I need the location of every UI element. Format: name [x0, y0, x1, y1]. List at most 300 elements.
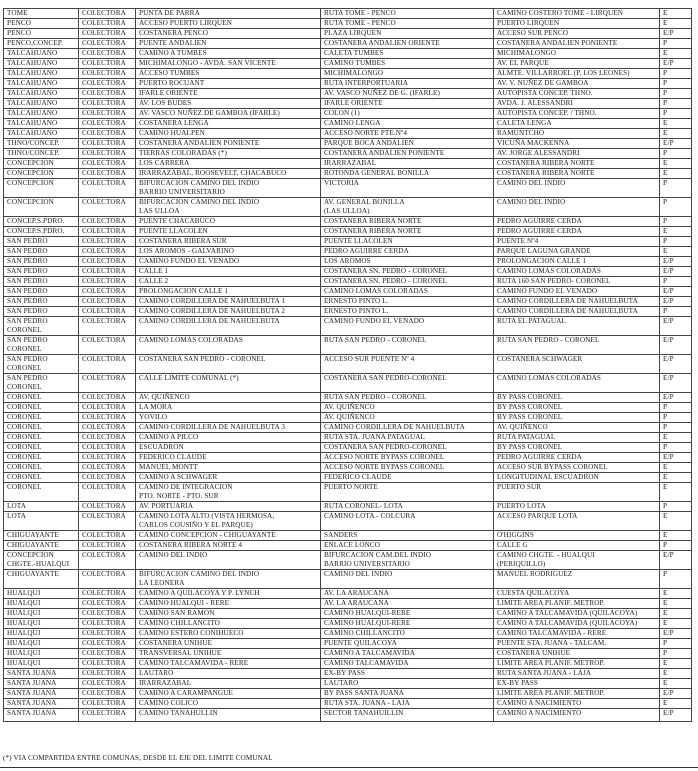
table-row	[4, 307, 692, 317]
category-cell: COLECTORA	[79, 307, 136, 317]
commune-cell: SAN PEDRO	[4, 297, 79, 307]
from-cell: PUERTO NORTE	[321, 483, 494, 502]
road-name-cell: IRARRAZABAL	[136, 679, 321, 689]
road-name-cell: TIERRAS COLORADAS (*)	[136, 149, 321, 159]
road-name-cell: AV. LOS BUDES	[136, 99, 321, 109]
from-cell: RUTA SAN PEDRO - CORONEL	[321, 393, 494, 403]
road-name-cell: CAMINO A TUMBES	[136, 49, 321, 59]
status-cell: E/P	[660, 257, 692, 267]
road-name-cell: CAMINO A QUILACOYA Y P. LYNCH	[136, 589, 321, 599]
to-cell: COSTANERA RIBERA NORTE	[494, 169, 660, 179]
table-row	[4, 119, 692, 129]
to-cell: COSTANERA UNIHUE	[494, 649, 660, 659]
status-cell: P	[660, 403, 692, 413]
commune-cell: HUALQUI	[4, 589, 79, 599]
from-cell: ERNESTO PINTO L.	[321, 297, 494, 307]
from-cell: ERNESTO PINTO L.	[321, 307, 494, 317]
road-name-cell: BIFURCACION CAMINO DEL INDIO LA LEONERA	[136, 570, 321, 589]
to-cell: BY PASS CORONEL	[494, 393, 660, 403]
road-name-cell: CAMINO CORDILLERA DE NAHUELBUTA 1	[136, 297, 321, 307]
from-cell: SECTOR TANAHUILLIN	[321, 709, 494, 722]
status-cell: E	[660, 119, 692, 129]
status-cell: P	[660, 639, 692, 649]
category-cell: COLECTORA	[79, 699, 136, 709]
table-row	[4, 179, 692, 198]
to-cell: PARQUE LAGUNA GRANDE	[494, 247, 660, 257]
status-cell: P	[660, 413, 692, 423]
from-cell: AV. QUIÑENCO	[321, 403, 494, 413]
to-cell: ACCESO SUR PENCO	[494, 29, 660, 39]
category-cell: COLECTORA	[79, 109, 136, 119]
status-cell: E	[660, 49, 692, 59]
to-cell: CALLE G	[494, 541, 660, 551]
category-cell: COLECTORA	[79, 374, 136, 393]
status-cell: P	[660, 541, 692, 551]
table-row	[4, 413, 692, 423]
road-name-cell: BIFURCACION CAMINO DEL INDIO LAS ULLOA	[136, 198, 321, 217]
commune-cell: CORONEL	[4, 463, 79, 473]
to-cell: RUTA SAN PEDRO - CORONEL	[494, 336, 660, 355]
category-cell: COLECTORA	[79, 277, 136, 287]
table-row	[4, 463, 692, 473]
status-cell: P	[660, 237, 692, 247]
status-cell: P	[660, 198, 692, 217]
road-name-cell: CAMINO SAN RAMON	[136, 609, 321, 619]
status-cell: P	[660, 39, 692, 49]
table-row	[4, 277, 692, 287]
commune-cell: SAN PEDRO	[4, 307, 79, 317]
commune-cell: THNO/CONCEP.	[4, 139, 79, 149]
status-cell: E	[660, 129, 692, 139]
commune-cell: CONCEPCION CHGTE.-HUALQUI	[4, 551, 79, 570]
road-name-cell: CALLE 2	[136, 277, 321, 287]
category-cell: COLECTORA	[79, 502, 136, 512]
commune-cell: LOTA	[4, 502, 79, 512]
status-cell: E/P	[660, 267, 692, 277]
from-cell: COSTANERA SAN PEDRO-CORONEL	[321, 374, 494, 393]
category-cell: COLECTORA	[79, 19, 136, 29]
category-cell: COLECTORA	[79, 541, 136, 551]
road-name-cell: PROLONGACION CALLE 1	[136, 287, 321, 297]
commune-cell: SAN PEDRO CORONEL	[4, 336, 79, 355]
status-cell: P	[660, 307, 692, 317]
road-name-cell: LA MORA	[136, 403, 321, 413]
status-cell: P	[660, 149, 692, 159]
commune-cell: CONCEP.S.PDRO.	[4, 217, 79, 227]
to-cell: CAMINO A NACIMIENTO	[494, 709, 660, 722]
from-cell: CAMINO LOMAS COLORADAS	[321, 287, 494, 297]
table-row	[4, 619, 692, 629]
status-cell: E/P	[660, 393, 692, 403]
to-cell: ACCESO PARQUE LOTA	[494, 512, 660, 531]
commune-cell: HUALQUI	[4, 639, 79, 649]
status-cell: E	[660, 473, 692, 483]
road-name-cell: CAMINO LOTA ALTO (VISTA HERMOSA, CARLOS COUSIÑO Y EL PARQUE)	[136, 512, 321, 531]
commune-cell: TALCAHUANO	[4, 59, 79, 69]
from-cell: RUTA TOME - PENCO	[321, 9, 494, 19]
table-row	[4, 29, 692, 39]
table-row	[4, 149, 692, 159]
table-row	[4, 483, 692, 502]
table-row	[4, 541, 692, 551]
road-name-cell: LAUTARO	[136, 669, 321, 679]
to-cell: BY PASS CORONEL	[494, 403, 660, 413]
road-name-cell: CALLE 1	[136, 267, 321, 277]
divider	[0, 767, 698, 768]
to-cell: COSTANERA RIBERA NORTE	[494, 159, 660, 169]
category-cell: COLECTORA	[79, 483, 136, 502]
status-cell: P	[660, 109, 692, 119]
from-cell: IRARRAZABAL	[321, 159, 494, 169]
road-name-cell: IFARLE ORIENTE	[136, 89, 321, 99]
commune-cell: SANTA JUANA	[4, 679, 79, 689]
category-cell: COLECTORA	[79, 709, 136, 722]
from-cell: CALETA TUMBES	[321, 49, 494, 59]
table-row	[4, 433, 692, 443]
to-cell: RUTA EL PATAGUAL	[494, 317, 660, 336]
road-name-cell: CAMINO CORDILLERA DE NAHUELBUTA 3	[136, 423, 321, 433]
from-cell: CAMINO A TALCAMAVIDA	[321, 649, 494, 659]
table-row	[4, 79, 692, 89]
road-name-cell: CAMINO TALCAMAVIDA - RERE	[136, 659, 321, 669]
road-name-cell: ACCESO PUERTO LIRQUEN	[136, 19, 321, 29]
category-cell: COLECTORA	[79, 473, 136, 483]
commune-cell: CORONEL	[4, 413, 79, 423]
roads-table	[3, 8, 692, 722]
table-row	[4, 159, 692, 169]
category-cell: COLECTORA	[79, 463, 136, 473]
to-cell: RUTA 160 SAN PEDRO- CORONEL	[494, 277, 660, 287]
commune-cell: CHIGUAYANTE	[4, 531, 79, 541]
category-cell: COLECTORA	[79, 227, 136, 237]
category-cell: COLECTORA	[79, 257, 136, 267]
table-row	[4, 336, 692, 355]
road-name-cell: ACCESO TUMBES	[136, 69, 321, 79]
category-cell: COLECTORA	[79, 179, 136, 198]
from-cell: ACCESO NORTE BYPASS CORONEL	[321, 463, 494, 473]
from-cell: ACCESO NORTE BYPASS CORONEL	[321, 453, 494, 463]
to-cell: CAMINO DEL INDIO	[494, 198, 660, 217]
to-cell: CAMINO FUNDO EL VENADO	[494, 287, 660, 297]
commune-cell: SANTA JUANA	[4, 669, 79, 679]
status-cell: P	[660, 649, 692, 659]
from-cell: AV. QUIÑENCO	[321, 413, 494, 423]
commune-cell: PENCO,CONCEP.	[4, 39, 79, 49]
category-cell: COLECTORA	[79, 198, 136, 217]
category-cell: COLECTORA	[79, 336, 136, 355]
to-cell: CAMINO LOMAS COLORADAS	[494, 267, 660, 277]
road-name-cell: CAMINO HUALPEN	[136, 129, 321, 139]
table-row	[4, 19, 692, 29]
road-name-cell: COSTANERA SAN PEDRO - CORONEL	[136, 355, 321, 374]
status-cell: E/P	[660, 355, 692, 374]
commune-cell: CORONEL	[4, 453, 79, 463]
table-row	[4, 649, 692, 659]
to-cell: CAMINO A TALCAMAVIDA (QUILACOYA)	[494, 619, 660, 629]
table-row	[4, 139, 692, 149]
status-cell: E	[660, 247, 692, 257]
to-cell: ALMTE. VILLARROEL (P. LOS LEONES)	[494, 69, 660, 79]
status-cell: E/P	[660, 59, 692, 69]
table-row	[4, 59, 692, 69]
status-cell: E/P	[660, 551, 692, 570]
to-cell: PUENTE Nº4	[494, 237, 660, 247]
category-cell: COLECTORA	[79, 237, 136, 247]
road-name-cell: AV. VASCO NUÑEZ DE GAMBOA (IFARLE)	[136, 109, 321, 119]
commune-cell: CHIGUAYANTE	[4, 570, 79, 589]
from-cell: RUTA SAN PEDRO - CORONEL	[321, 336, 494, 355]
to-cell: O'HIGGINS	[494, 531, 660, 541]
road-name-cell: CAMINO A CARAMPANGUE	[136, 689, 321, 699]
category-cell: COLECTORA	[79, 69, 136, 79]
to-cell: PEDRO AGUIRRE CERDA	[494, 217, 660, 227]
status-cell: E/P	[660, 453, 692, 463]
status-cell: E/P	[660, 139, 692, 149]
table-row	[4, 599, 692, 609]
commune-cell: SAN PEDRO	[4, 267, 79, 277]
commune-cell: CORONEL	[4, 483, 79, 502]
to-cell: RAMUNTCHO	[494, 129, 660, 139]
status-cell: E	[660, 227, 692, 237]
status-cell: P	[660, 443, 692, 453]
table-row	[4, 423, 692, 433]
status-cell: E/P	[660, 689, 692, 699]
to-cell: CAMINO CORDILLERA DE NAHUELBUTA	[494, 307, 660, 317]
commune-cell: CORONEL	[4, 393, 79, 403]
category-cell: COLECTORA	[79, 129, 136, 139]
to-cell: LIMITE AREA PLANIF. METROP.	[494, 599, 660, 609]
table-row	[4, 49, 692, 59]
category-cell: COLECTORA	[79, 9, 136, 19]
to-cell: CAMINO TALCAMAVIDA - RERE	[494, 629, 660, 639]
commune-cell: SANTA JUANA	[4, 689, 79, 699]
category-cell: COLECTORA	[79, 169, 136, 179]
to-cell: LIMITE AREA PLANIF. METROP.	[494, 659, 660, 669]
category-cell: COLECTORA	[79, 89, 136, 99]
road-name-cell: CAMINO COLICO	[136, 699, 321, 709]
to-cell: RUTA SANTA JUANA - LAJA	[494, 669, 660, 679]
from-cell: ACCESO NORTE PTE.Nº4	[321, 129, 494, 139]
road-name-cell: CAMINO CONCEPCION - CHIGUAYANTE	[136, 531, 321, 541]
status-cell: E	[660, 609, 692, 619]
from-cell: COLON (1)	[321, 109, 494, 119]
from-cell: CAMINO DEL INDIO	[321, 570, 494, 589]
status-cell: P	[660, 89, 692, 99]
category-cell: COLECTORA	[79, 247, 136, 257]
category-cell: COLECTORA	[79, 512, 136, 531]
commune-cell: CORONEL	[4, 443, 79, 453]
from-cell: PUENTE LLACOLEN	[321, 237, 494, 247]
table-row	[4, 689, 692, 699]
table-row	[4, 473, 692, 483]
status-cell: P	[660, 570, 692, 589]
status-cell: E/P	[660, 629, 692, 639]
status-cell: P	[660, 217, 692, 227]
commune-cell: THNO/CONCEP.	[4, 149, 79, 159]
commune-cell: SAN PEDRO CORONEL	[4, 355, 79, 374]
status-cell: E/P	[660, 336, 692, 355]
category-cell: COLECTORA	[79, 393, 136, 403]
status-cell: E	[660, 433, 692, 443]
category-cell: COLECTORA	[79, 79, 136, 89]
commune-cell: TALCAHUANO	[4, 69, 79, 79]
status-cell: E	[660, 483, 692, 502]
category-cell: COLECTORA	[79, 149, 136, 159]
to-cell: RUTA PATAGUAL	[494, 433, 660, 443]
table-row	[4, 39, 692, 49]
table-row	[4, 659, 692, 669]
road-name-cell: CAMINO CORDILLERA DE NAHUELBUTA 2	[136, 307, 321, 317]
from-cell: AV. LA ARAUCANA	[321, 589, 494, 599]
road-name-cell: PUENTE CHACABUCO	[136, 217, 321, 227]
category-cell: COLECTORA	[79, 99, 136, 109]
commune-cell: PENCO	[4, 29, 79, 39]
commune-cell: HUALQUI	[4, 629, 79, 639]
category-cell: COLECTORA	[79, 679, 136, 689]
from-cell: COSTANERA SN. PEDRO - CORONEL	[321, 267, 494, 277]
from-cell: BIFURCACION CAM.DEL INDIO BARRIO UNIVERSITARIO	[321, 551, 494, 570]
road-name-cell: CAMINO ESTERO CONIHUECO	[136, 629, 321, 639]
table-row	[4, 403, 692, 413]
status-cell: E	[660, 619, 692, 629]
status-cell: E/P	[660, 287, 692, 297]
table-row	[4, 217, 692, 227]
status-cell: E	[660, 19, 692, 29]
to-cell: PEDRO AGUIRRE CERDA	[494, 453, 660, 463]
category-cell: COLECTORA	[79, 423, 136, 433]
road-name-cell: CAMINO LOMAS COLORADAS	[136, 336, 321, 355]
commune-cell: SAN PEDRO	[4, 287, 79, 297]
status-cell: E	[660, 589, 692, 599]
table-row	[4, 69, 692, 79]
status-cell: P	[660, 423, 692, 433]
to-cell: CALETA LENGA	[494, 119, 660, 129]
commune-cell: CORONEL	[4, 423, 79, 433]
to-cell: CAMINO LOMAS COLORADAS	[494, 374, 660, 393]
category-cell: COLECTORA	[79, 453, 136, 463]
category-cell: COLECTORA	[79, 39, 136, 49]
to-cell: LONGITUDINAL ESCUADRON	[494, 473, 660, 483]
table-row	[4, 297, 692, 307]
commune-cell: TALCAHUANO	[4, 79, 79, 89]
from-cell: CAMINO LENGA	[321, 119, 494, 129]
from-cell: MICHIMALONGO	[321, 69, 494, 79]
status-cell: E	[660, 159, 692, 169]
to-cell: ACCESO SUR BYPASS CORONEL	[494, 463, 660, 473]
road-name-cell: AV. QUIÑENCO	[136, 393, 321, 403]
to-cell: PUENTE STA. JUANA - TALCAM.	[494, 639, 660, 649]
to-cell: EX-BY PASS	[494, 679, 660, 689]
road-name-cell: CAMINO CHILLANCITO	[136, 619, 321, 629]
from-cell: RUTA CORONEL- LOTA	[321, 502, 494, 512]
commune-cell: CONCEPCION	[4, 169, 79, 179]
from-cell: IFARLE ORIENTE	[321, 99, 494, 109]
road-name-cell: COSTANERA UNIHUE	[136, 639, 321, 649]
road-name-cell: BIFURCACION CAMINO DEL INDIO BARRIO UNIVERSITARIO	[136, 179, 321, 198]
road-name-cell: CAMINO A SCHWAGER	[136, 473, 321, 483]
road-name-cell: ESCUADRON	[136, 443, 321, 453]
category-cell: COLECTORA	[79, 551, 136, 570]
from-cell: COSTANERA SN. PEDRO - CORONEL	[321, 277, 494, 287]
to-cell: CAMINO DEL INDIO	[494, 179, 660, 198]
from-cell: PUENTE QUILACOYA	[321, 639, 494, 649]
status-cell: E	[660, 599, 692, 609]
road-name-cell: PUERTO ROCUANT	[136, 79, 321, 89]
status-cell: E/P	[660, 374, 692, 393]
status-cell: E	[660, 679, 692, 689]
category-cell: COLECTORA	[79, 217, 136, 227]
commune-cell: SANTA JUANA	[4, 699, 79, 709]
road-name-cell: PUENTE LLACOLEN	[136, 227, 321, 237]
commune-cell: CHIGUAYANTE	[4, 541, 79, 551]
table-row	[4, 639, 692, 649]
commune-cell: CORONEL	[4, 473, 79, 483]
commune-cell: CORONEL	[4, 403, 79, 413]
category-cell: COLECTORA	[79, 669, 136, 679]
commune-cell: TALCAHUANO	[4, 119, 79, 129]
to-cell: CUESTA QUILACOYA	[494, 589, 660, 599]
table-row	[4, 109, 692, 119]
commune-cell: SANTA JUANA	[4, 709, 79, 722]
status-cell: E	[660, 659, 692, 669]
to-cell: AUTOPISTA CONCEP. / THNO.	[494, 109, 660, 119]
to-cell: BY PASS CORONEL	[494, 443, 660, 453]
road-name-cell: CAMINO CORDILLERA DE NAHUELBUTA	[136, 317, 321, 336]
commune-cell: TOME	[4, 9, 79, 19]
road-name-cell: TRANSVERSAL UNIHUE	[136, 649, 321, 659]
from-cell: RUTA STA. JUANA PATAGUAL	[321, 433, 494, 443]
status-cell: E	[660, 463, 692, 473]
to-cell: PROLONGACION CALLE 1	[494, 257, 660, 267]
commune-cell: CONCEPCION	[4, 159, 79, 169]
commune-cell: TALCAHUANO	[4, 109, 79, 119]
table-row	[4, 551, 692, 570]
from-cell: VICTORIA	[321, 179, 494, 198]
status-cell: E/P	[660, 297, 692, 307]
to-cell: BY PASS CORONEL	[494, 413, 660, 423]
from-cell: COSTANERA ANDALIEN PONIENTE	[321, 149, 494, 159]
to-cell: AV. V. NUÑEZ DE GAMBOA	[494, 79, 660, 89]
road-name-cell: PUNTA DE PARRA	[136, 9, 321, 19]
from-cell: COSTANERA RIBERA NORTE	[321, 217, 494, 227]
commune-cell: SAN PEDRO CORONEL	[4, 374, 79, 393]
status-cell: P	[660, 179, 692, 198]
table-row	[4, 669, 692, 679]
commune-cell: HUALQUI	[4, 599, 79, 609]
to-cell: COSTANERA ANDALIEN PONIENTE	[494, 39, 660, 49]
from-cell: CAMINO HUALQUI-RERE	[321, 609, 494, 619]
from-cell: CAMINO CHILLANCITO	[321, 629, 494, 639]
to-cell: AUTOPISTA CONCEP. THNO.	[494, 89, 660, 99]
from-cell: RUTA TOME - PENCO	[321, 19, 494, 29]
status-cell: E	[660, 669, 692, 679]
road-name-cell: FEDERICO CLAUDE	[136, 453, 321, 463]
road-name-cell: LOS AROMOS - GALVARINO	[136, 247, 321, 257]
table-row	[4, 629, 692, 639]
status-cell: P	[660, 277, 692, 287]
from-cell: COSTANERA SAN PEDRO-CORONEL	[321, 443, 494, 453]
road-name-cell: MANUEL MONTT	[136, 463, 321, 473]
table-row	[4, 287, 692, 297]
category-cell: COLECTORA	[79, 443, 136, 453]
category-cell: COLECTORA	[79, 403, 136, 413]
table-row	[4, 589, 692, 599]
category-cell: COLECTORA	[79, 689, 136, 699]
status-cell: E	[660, 9, 692, 19]
category-cell: COLECTORA	[79, 589, 136, 599]
category-cell: COLECTORA	[79, 639, 136, 649]
road-name-cell: IRARRAZABAL, ROOSEVELT, CHACABUCO	[136, 169, 321, 179]
